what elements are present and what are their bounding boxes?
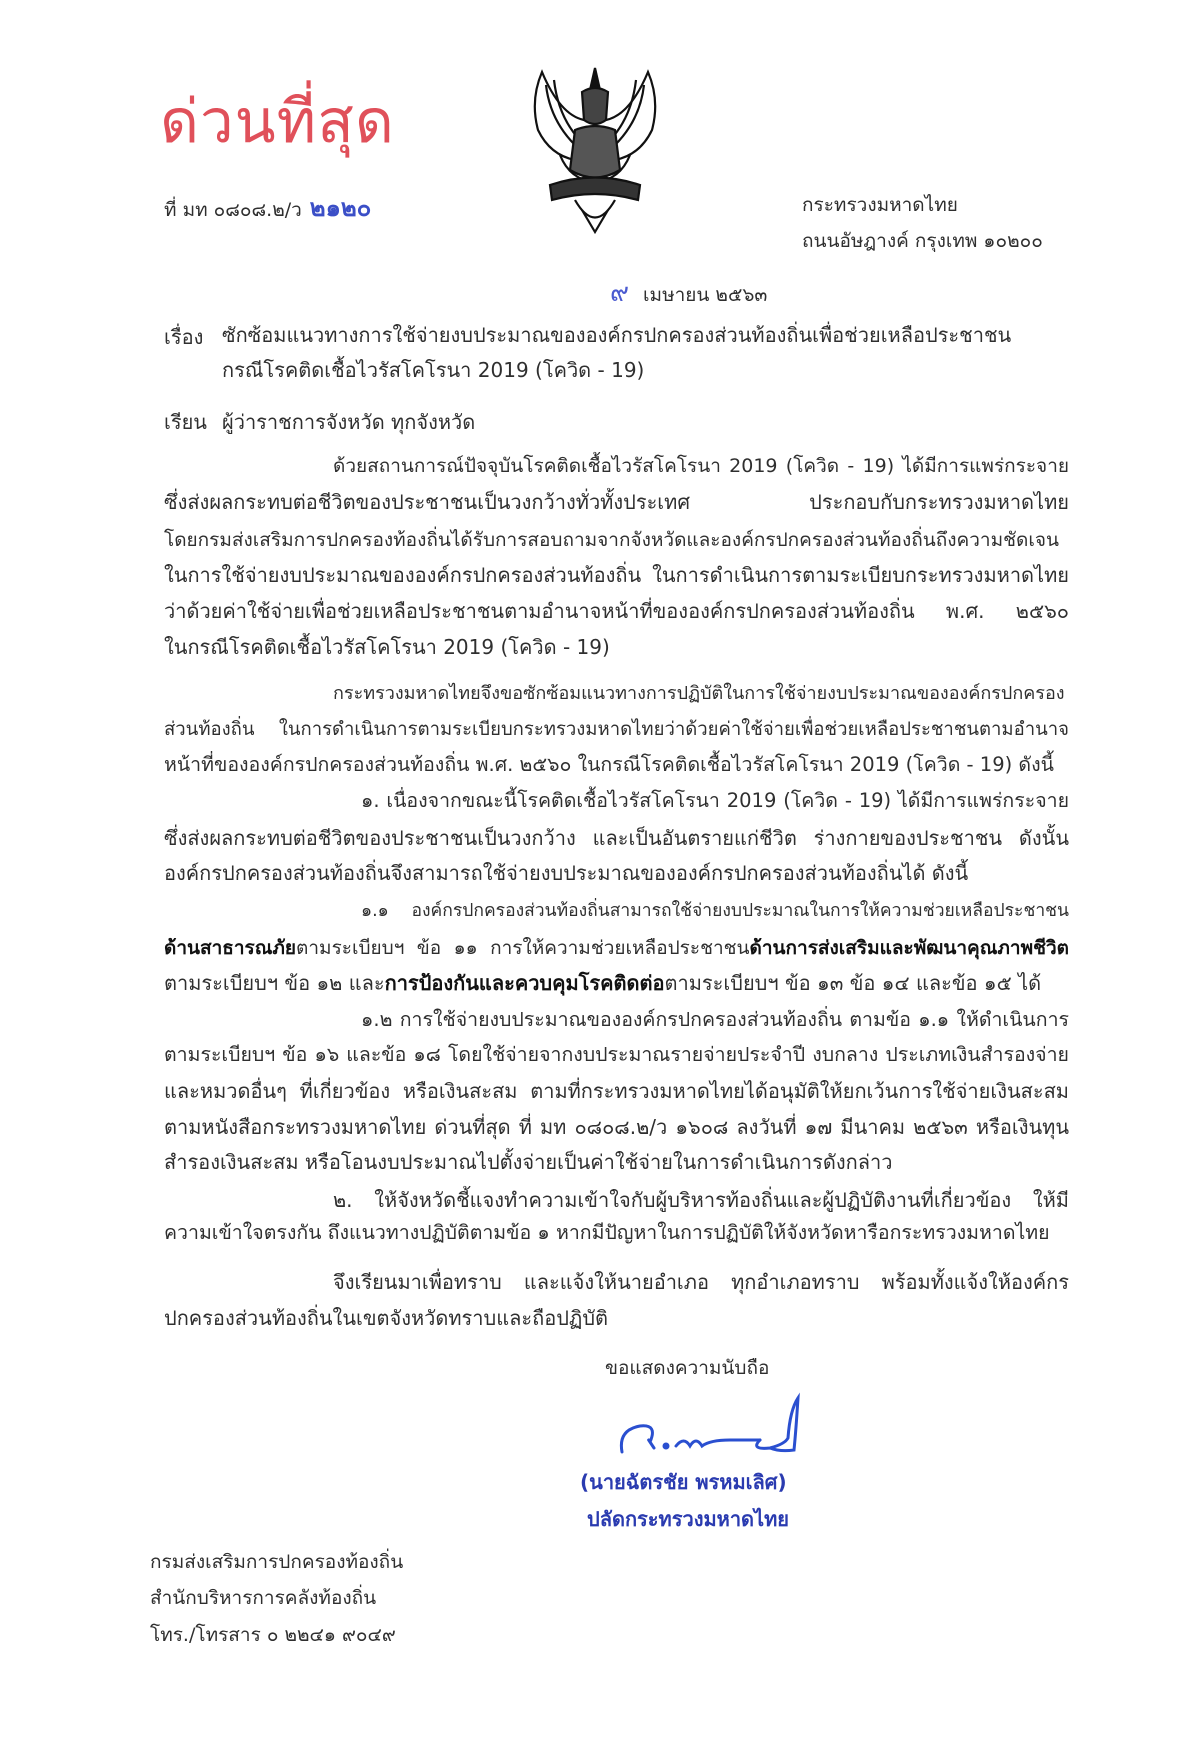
body-line: ซึ่งส่งผลกระทบต่อชีวิตของประชาชนเป็นวงกว้าง และเป็นอันตรายแก่ชีวิต ร่างกายของประชาชน ดังนั้น	[164, 826, 1069, 850]
closing-phrase: ขอแสดงความนับถือ	[605, 1357, 770, 1379]
bold-emphasis: ด้านสาธารณภัย	[164, 937, 297, 959]
date-day-handwritten: ๙	[610, 278, 630, 308]
bold-emphasis: ด้านการส่งเสริมและพัฒนาคุณภาพชีวิต	[749, 937, 1069, 959]
body-line: ตามหนังสือกระทรวงมหาดไทย ด่วนที่สุด ที่ มท ๐๘๐๘.๒/ว ๑๖๐๘ ลงวันที่ ๑๗ มีนาคม ๒๕๖๓ หรือเงินทุน	[164, 1115, 1069, 1139]
footer-phone: โทร./โทรสาร ๐ ๒๒๔๑ ๙๐๔๙	[150, 1624, 396, 1646]
body-line: ส่วนท้องถิ่น ในการดำเนินการตามระเบียบกระทรวงมหาดไทยว่าด้วยค่าใช้จ่ายเพื่อช่วยเหลือประชาชนตามอำนาจ	[164, 719, 1069, 740]
body-line: ตามระเบียบฯ ข้อ ๑๖ และข้อ ๑๘ โดยใช้จ่ายจากงบประมาณรายจ่ายประจำปี งบกลาง ประเภทเงินสำรองจ่าย	[164, 1043, 1069, 1066]
subject-label: เรื่อง	[164, 325, 204, 349]
body-line	[164, 969, 1069, 997]
text-segment: ตามระเบียบฯ ข้อ ๑๓ ข้อ ๑๔ และข้อ ๑๕ ได้	[664, 971, 1042, 995]
body-line: ๑.๒ การใช้จ่ายงบประมาณขององค์กรปกครองส่วนท้องถิ่น ตามข้อ ๑.๑ ให้ดำเนินการ	[361, 1008, 1069, 1031]
signatory-name: (นายฉัตรชัย พรหมเลิศ)	[580, 1470, 787, 1494]
body-line: ซึ่งส่งผลกระทบต่อชีวิตของประชาชนเป็นวงกว้างทั่วทั้งประเทศ ประกอบกับกระทรวงมหาดไทย	[164, 490, 1069, 514]
body-line: โดยกรมส่งเสริมการปกครองท้องถิ่นได้รับการสอบถามจากจังหวัดและองค์กรปกครองส่วนท้องถิ่นถึงความชัดเจน	[164, 529, 1059, 551]
handwritten-signature	[610, 1390, 820, 1470]
subject-line: กรณีโรคติดเชื้อไวรัสโคโรนา 2019 (โควิด - 19)	[222, 358, 645, 382]
body-line: และหมวดอื่นๆ ที่เกี่ยวข้อง หรือเงินสะสม ตามที่กระทรวงมหาดไทยได้อนุมัติให้ยกเว้นการใช้จ่ายเงินสะสม	[164, 1079, 1069, 1103]
body-line: ๒. ให้จังหวัดชี้แจงทำความเข้าใจกับผู้บริหารท้องถิ่นและผู้ปฏิบัติงานที่เกี่ยวข้อง ให้มี	[333, 1188, 1069, 1212]
reference-number	[164, 188, 371, 227]
urgency-stamp: ด่วนที่สุด	[160, 88, 395, 155]
sender-address: ถนนอัษฎางค์ กรุงเทพ ๑๐๒๐๐	[802, 230, 1043, 252]
subject-line: ซักซ้อมแนวทางการใช้จ่ายงบประมาณขององค์กรปกครองส่วนท้องถิ่นเพื่อช่วยเหลือประชาชน	[222, 323, 1012, 347]
date-month-year: เมษายน ๒๕๖๓	[643, 284, 768, 306]
body-line: องค์กรปกครองส่วนท้องถิ่นจึงสามารถใช้จ่ายงบประมาณขององค์กรปกครองส่วนท้องถิ่นได้ ดังนี้	[164, 861, 969, 885]
body-line: ปกครองส่วนท้องถิ่นในเขตจังหวัดทราบและถือปฏิบัติ	[164, 1306, 609, 1330]
body-line: ความเข้าใจตรงกัน ถึงแนวทางปฏิบัติตามข้อ ๑ หากมีปัญหาในการปฏิบัติให้จังหวัดหารือกระทรวงมหาดไทย	[164, 1221, 1050, 1244]
recipient-label: เรียน	[164, 410, 207, 434]
bold-emphasis: การป้องกันและควบคุมโรคติดต่อ	[384, 971, 665, 995]
body-line: ๑. เนื่องจากขณะนี้โรคติดเชื้อไวรัสโคโรนา 2019 (โควิด - 19) ได้มีการแพร่กระจาย	[361, 789, 1069, 812]
signatory-title: ปลัดกระทรวงมหาดไทย	[587, 1507, 790, 1531]
footer-division: สำนักบริหารการคลังท้องถิ่น	[150, 1587, 377, 1609]
reference-handwritten-number: ๒๑๒๐	[309, 194, 372, 222]
footer-department: กรมส่งเสริมการปกครองท้องถิ่น	[150, 1551, 404, 1573]
text-segment: ตามระเบียบฯ ข้อ ๑๒ และ	[164, 971, 385, 995]
recipient: ผู้ว่าราชการจังหวัด ทุกจังหวัด	[222, 410, 476, 434]
body-line: ว่าด้วยค่าใช้จ่ายเพื่อช่วยเหลือประชาชนตามอำนาจหน้าที่ขององค์กรปกครองส่วนท้องถิ่น พ.ศ. ๒๕๖๐	[164, 599, 1069, 623]
body-line: ในกรณีโรคติดเชื้อไวรัสโคโรนา 2019 (โควิด - 19)	[164, 635, 610, 659]
body-line	[164, 934, 1069, 962]
body-line: ด้วยสถานการณ์ปัจจุบันโรคติดเชื้อไวรัสโคโรนา 2019 (โควิด - 19) ได้มีการแพร่กระจาย	[333, 455, 1069, 477]
document-date	[610, 272, 767, 313]
text-segment: ตามระเบียบฯ ข้อ ๑๑ การให้ความช่วยเหลือประชาชน	[296, 937, 750, 959]
body-line: หน้าที่ขององค์กรปกครองส่วนท้องถิ่น พ.ศ. ๒๕๖๐ ในกรณีโรคติดเชื้อไวรัสโคโรนา 2019 (โควิด - 19) ดังนี้	[164, 753, 1054, 776]
body-line: ในการใช้จ่ายงบประมาณขององค์กรปกครองส่วนท้องถิ่น ในการดำเนินการตามระเบียบกระทรวงมหาดไทย	[164, 563, 1069, 587]
reference-prefix: ที่ มท ๐๘๐๘.๒/ว	[164, 199, 302, 221]
body-line: กระทรวงมหาดไทยจึงขอซักซ้อมแนวทางการปฏิบัติในการใช้จ่ายงบประมาณขององค์กรปกครอง	[333, 683, 1065, 704]
body-line: สำรองเงินสะสม หรือโอนงบประมาณไปตั้งจ่ายเป็นค่าใช้จ่ายในการดำเนินการดังกล่าว	[164, 1150, 893, 1174]
garuda-emblem-icon	[520, 60, 670, 235]
body-line: ๑.๑ องค์กรปกครองส่วนท้องถิ่นสามารถใช้จ่ายงบประมาณในการให้ความช่วยเหลือประชาชน	[361, 901, 1069, 921]
sender-organization: กระทรวงมหาดไทย	[802, 194, 958, 216]
body-line: จึงเรียนมาเพื่อทราบ และแจ้งให้นายอำเภอ ทุกอำเภอทราบ พร้อมทั้งแจ้งให้องค์กร	[333, 1270, 1069, 1294]
